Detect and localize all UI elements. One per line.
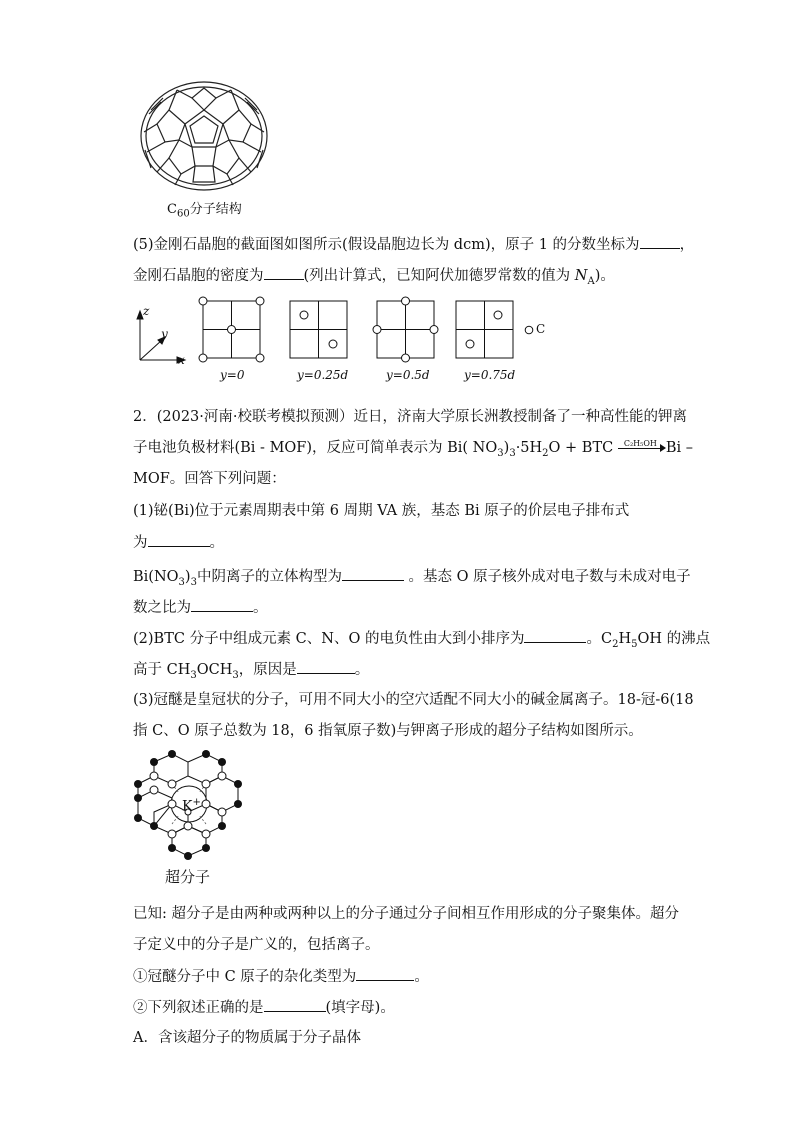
answer-blank[interactable] — [264, 265, 304, 280]
q2-intro-2d: O + BTC — [548, 440, 614, 456]
q2-part2-2d: 。 — [354, 662, 370, 678]
q2-part1-3d: 。基态 O 原子核外成对电子数与未成对电子 — [403, 569, 691, 585]
q2-part2-1d: OH 的沸点 — [637, 631, 711, 647]
section-label-y0: y=0 — [220, 368, 245, 382]
c60-caption-main: C — [167, 202, 177, 217]
answer-blank[interactable] — [264, 997, 326, 1012]
q2-part2-1b: 。C — [586, 631, 613, 647]
axis-y-label: y — [161, 327, 168, 341]
sub-2: 2 — [542, 447, 549, 459]
known-line-1: 已知: 超分子是由两种或两种以上的分子通过分子间相互作用形成的分子聚集体。超分 — [133, 906, 679, 922]
answer-blank[interactable] — [148, 532, 210, 547]
legend-c-label: C — [536, 322, 546, 336]
answer-blank[interactable] — [524, 628, 586, 643]
q2-part2-1a: (2)BTC 分子中组成元素 C、N、O 的电负性由大到小排序为 — [133, 631, 525, 647]
answer-blank[interactable] — [356, 966, 414, 981]
q2-part1-line-3 — [133, 566, 691, 593]
avogadro-symbol: N — [574, 268, 588, 284]
q5-line-2 — [133, 265, 615, 292]
q2-sub2 — [133, 997, 395, 1018]
q5-line-1 — [133, 234, 694, 255]
c60-caption-tail: 分子结构 — [189, 202, 242, 217]
q2-part1-line-2 — [133, 532, 224, 553]
q2-sub1-text: ①冠醚分子中 C 原子的杂化类型为 — [133, 969, 357, 985]
q2-sub1-tail: 。 — [414, 969, 429, 985]
diamond-cross-sections — [196, 293, 526, 365]
q2-part1-line-4 — [133, 597, 268, 618]
crown-ion-charge: + — [192, 797, 201, 808]
q2-intro-line-1: 2．(2023·河南·校联考模拟预测）近日，济南大学原长洲教授制备了一种高性能的钾离 — [133, 409, 687, 425]
q2-sub2-text: ②下列叙述正确的是 — [133, 1000, 264, 1016]
q5-line-1-text: (5)金刚石晶胞的截面图如图所示(假设晶胞边长为 dcm)，原子 1 的分数坐标为 — [133, 237, 640, 253]
option-a: A．含该超分子的物质属于分子晶体 — [133, 1030, 361, 1046]
q2-part2-line-2 — [133, 659, 369, 686]
answer-blank[interactable] — [191, 597, 253, 612]
section-label-y05: y=0.5d — [386, 368, 430, 382]
q2-part1-4a: 数之比为 — [133, 600, 191, 616]
c60-molecule-figure — [139, 80, 269, 192]
c60-caption-sub: 60 — [176, 208, 190, 220]
q2-part1-line-1: (1)铋(Bi)位于元素周期表中第 6 周期 VA 族，基态 Bi 原子的价层电子排布式 — [133, 503, 630, 519]
q2-part2-2a: 高于 CH — [133, 662, 191, 678]
q2-part1-3b: ) — [184, 569, 191, 585]
q5-line-2-note: (列出计算式，已知阿伏加德罗常数的值为 — [303, 268, 575, 284]
q5-line-2-text: 金刚石晶胞的密度为 — [133, 268, 264, 284]
q2-part2-line-1 — [133, 628, 710, 655]
section-label-y075: y=0.75d — [464, 368, 516, 382]
crown-caption: 超分子 — [165, 868, 211, 886]
q2-part3-line-2: 指 C、O 原子总数为 18，6 指氧原子数)与钾离子形成的超分子结构如图所示。 — [133, 723, 643, 739]
q2-intro-2a: 子电池负极材料(Bi - MOF)，反应可简单表示为 Bi( NO — [133, 440, 498, 456]
sub-3: 3 — [178, 576, 185, 588]
q5-line-1-tail: ， — [679, 237, 695, 253]
sub-2: 2 — [612, 638, 619, 650]
sub-3: 3 — [190, 669, 197, 681]
q2-intro-2e: Bi – — [665, 440, 693, 456]
crown-ion: K — [182, 798, 193, 815]
q2-intro-line-3: MOF。回答下列问题： — [133, 471, 286, 487]
q5-line-2-end: )。 — [594, 268, 615, 284]
answer-blank[interactable] — [640, 234, 680, 249]
q2-part2-1c: H — [618, 631, 632, 647]
q2-part2-2b: OCH — [196, 662, 233, 678]
avogadro-sub: A — [587, 275, 595, 287]
q2-intro-line-2 — [133, 438, 693, 464]
q2-part1-3c: 中阴离子的立体构型为 — [196, 569, 342, 585]
legend-c-circle — [524, 325, 534, 335]
q2-intro-2b: ) — [503, 440, 510, 456]
axis-x-label: x — [178, 353, 185, 367]
sub-3: 3 — [497, 447, 504, 459]
q2-part3-line-1: (3)冠醚是皇冠状的分子，可用不同大小的空穴适配不同大小的碱金属离子。18-冠-6(18 — [133, 692, 694, 708]
crown-ion-label — [182, 797, 201, 815]
sub-5: 5 — [631, 638, 638, 650]
q2-part1-2a: 为 — [133, 535, 148, 551]
answer-blank[interactable] — [297, 659, 355, 674]
axis-z-label: z — [143, 304, 150, 318]
q2-part1-3a: Bi(NO — [133, 569, 179, 585]
answer-blank[interactable] — [342, 566, 404, 581]
q2-part1-4b: 。 — [253, 600, 268, 616]
sub-3: 3 — [509, 447, 516, 459]
q2-part2-2c: ，原因是 — [238, 662, 297, 678]
q2-sub1 — [133, 966, 429, 987]
known-line-2: 子定义中的分子是广义的，包括离子。 — [133, 937, 380, 953]
q2-part1-2b: 。 — [209, 535, 224, 551]
q2-sub2-tail: (填字母)。 — [325, 1000, 395, 1016]
q2-intro-2c: ·5H — [515, 440, 543, 456]
sub-3: 3 — [232, 669, 239, 681]
section-label-y025: y=0.25d — [297, 368, 349, 382]
reaction-arrow — [618, 439, 666, 454]
reaction-arrow-label: C₂H₅OH — [623, 439, 657, 448]
c60-caption — [167, 198, 242, 220]
sub-3: 3 — [190, 576, 197, 588]
